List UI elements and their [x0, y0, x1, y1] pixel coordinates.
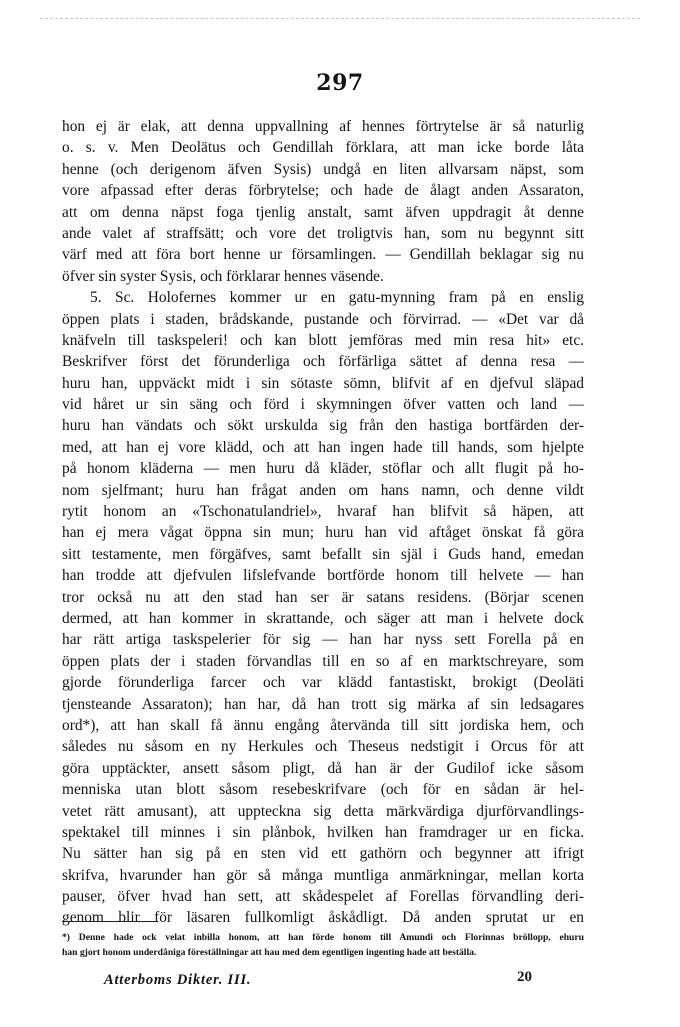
text-line: tror också nu att den stad han ser är satans residens. (Börjar scenen [62, 588, 584, 606]
text-line: vid håret ur sin säng och förd i skymningen öfver vatten och land — [62, 396, 584, 414]
text-line: dermed, att han kommer in skrattande, och säger att man i helvete dock [62, 609, 584, 627]
text-line: knäfveln till taskspeleri! och kan blott jemföras med min resa hit» etc. [62, 331, 584, 349]
text-line: henne (och derigenom äfven Sysis) undgå en liten allvarsam näpst, som [62, 160, 584, 178]
footnote [62, 930, 584, 960]
text-line: Nu sätter han sig på en sten vid ett gathörn och begynner att ifrigt [62, 845, 584, 863]
body-text [62, 116, 584, 929]
text-line: har rätt artiga taskspelerier för sig — han har nyss sett Forella på en [62, 631, 584, 649]
text-line: genom blir för läsaren fullkomligt åskådligt. Då anden sprutat ur en [62, 909, 584, 927]
text-line: sitt testamente, men förgäfves, samt befallt sin själ i Guds hand, emedan [62, 545, 584, 563]
text-line: på honom kläderna — men huru då kläder, stöflar och allt flugit på ho- [62, 460, 584, 478]
top-edge-rule [40, 18, 640, 19]
text-line: ord*), att han skall få ännu engång återvända till sitt jordiska hem, och [62, 716, 584, 734]
text-line: 5. Sc. Holofernes kommer ur en gatu-mynning fram på en enslig [90, 289, 584, 307]
text-line: nom sjelfmant; huru han frågat anden om hans namn, och denne vildt [62, 481, 584, 499]
text-line: skrifva, hvarunder han gör så många muntliga anmärkningar, mellan korta [62, 866, 584, 884]
page-number: 297 [316, 70, 364, 96]
text-line: öppen plats der i staden förvandlas till en so af en marktschreyare, som [62, 652, 584, 670]
footnote-line: *) Denne hade ock velat inbilla honom, att han förde honom till Amundi och Florinnas bröllopp, ehuru [62, 932, 584, 943]
text-line: han trodde att djefvulen lifslefvande bortförde honom till helvete — han [62, 567, 584, 585]
text-line: göra upptäckter, ansett såsom pligt, då han är der Gudilof icke såsom [62, 759, 584, 777]
text-line: öfver sin syster Sysis, och förklarar hennes väsende. [62, 267, 384, 285]
footnote-rule [62, 921, 158, 922]
text-line: pauser, öfver hvad han sett, att skådespelet af Forellas förvandling deri- [62, 888, 584, 906]
text-line: hon ej är elak, att denna uppvallning af hennes förtrytelse är så naturlig [62, 118, 584, 135]
text-line: menniska utan blott såsom resebeskrifvare (och för en sådan är hel- [62, 781, 584, 799]
text-line: att om denna näpst foga tjenlig anstalt, samt äfven uppdragit åt denne [62, 203, 584, 221]
text-line: han ej mera vågat öppna sin mun; huru han vid aftåget önskat få göra [62, 524, 584, 542]
text-line: således nu såsom en ny Herkules och Theseus nedstigit i Orcus för att [62, 738, 584, 756]
text-line: huru han vändats och sökt urskulda sig från den hastiga bortfärden der- [62, 417, 584, 435]
footnote-line: han gjort honom underdåniga föreställningar att hau med dem egentligen ingenting hade att beställa. [62, 947, 477, 958]
text-line: Beskrifver först det förunderliga och förfärliga sättet af denna resa — [62, 353, 584, 371]
signature-mark: Atterboms Dikter. III. [104, 972, 252, 988]
text-line: gjorde förunderliga farcer och var klädd fantastiskt, brokigt (Deoläti [62, 674, 584, 692]
text-line: öppen plats i staden, brådskande, pustande och förvirrad. — «Det var då [62, 310, 584, 328]
text-line: tjensteande Assaraton); han har, då han trott sig märka af sin ledsagares [62, 695, 584, 713]
sheet-number: 20 [517, 969, 532, 985]
text-line: spektakel till minnes i sin plånbok, hvilken han framdrager ur en ficka. [62, 823, 584, 841]
text-line: ande valet af straffsätt; och vore det troligtvis han, som nu begynnt sitt [62, 224, 584, 242]
text-line: o. s. v. Men Deolätus och Gendillah förklara, att man icke borde låta [62, 139, 584, 157]
text-line: värf med att föra bort henne ur församlingen. — Gendillah beklagar sig nu [62, 246, 584, 264]
text-line: vore afpassad efter deras förbrytelse; och hade de ålagt anden Assaraton, [62, 182, 584, 200]
text-line: huru han, uppväckt midt i sin sötaste sömn, blifvit af en djefvul släpad [62, 374, 584, 392]
text-line: rytit honom an «Tschonatulandriel», hvaraf han blifvit så häpen, att [62, 503, 584, 521]
text-line: med, att han ej vore klädd, och att han ingen hade till hands, som hjelpte [62, 438, 584, 456]
text-line: vetet rätt amusant), att uppteckna sig detta märkvärdiga djurförvandlings- [62, 802, 584, 820]
